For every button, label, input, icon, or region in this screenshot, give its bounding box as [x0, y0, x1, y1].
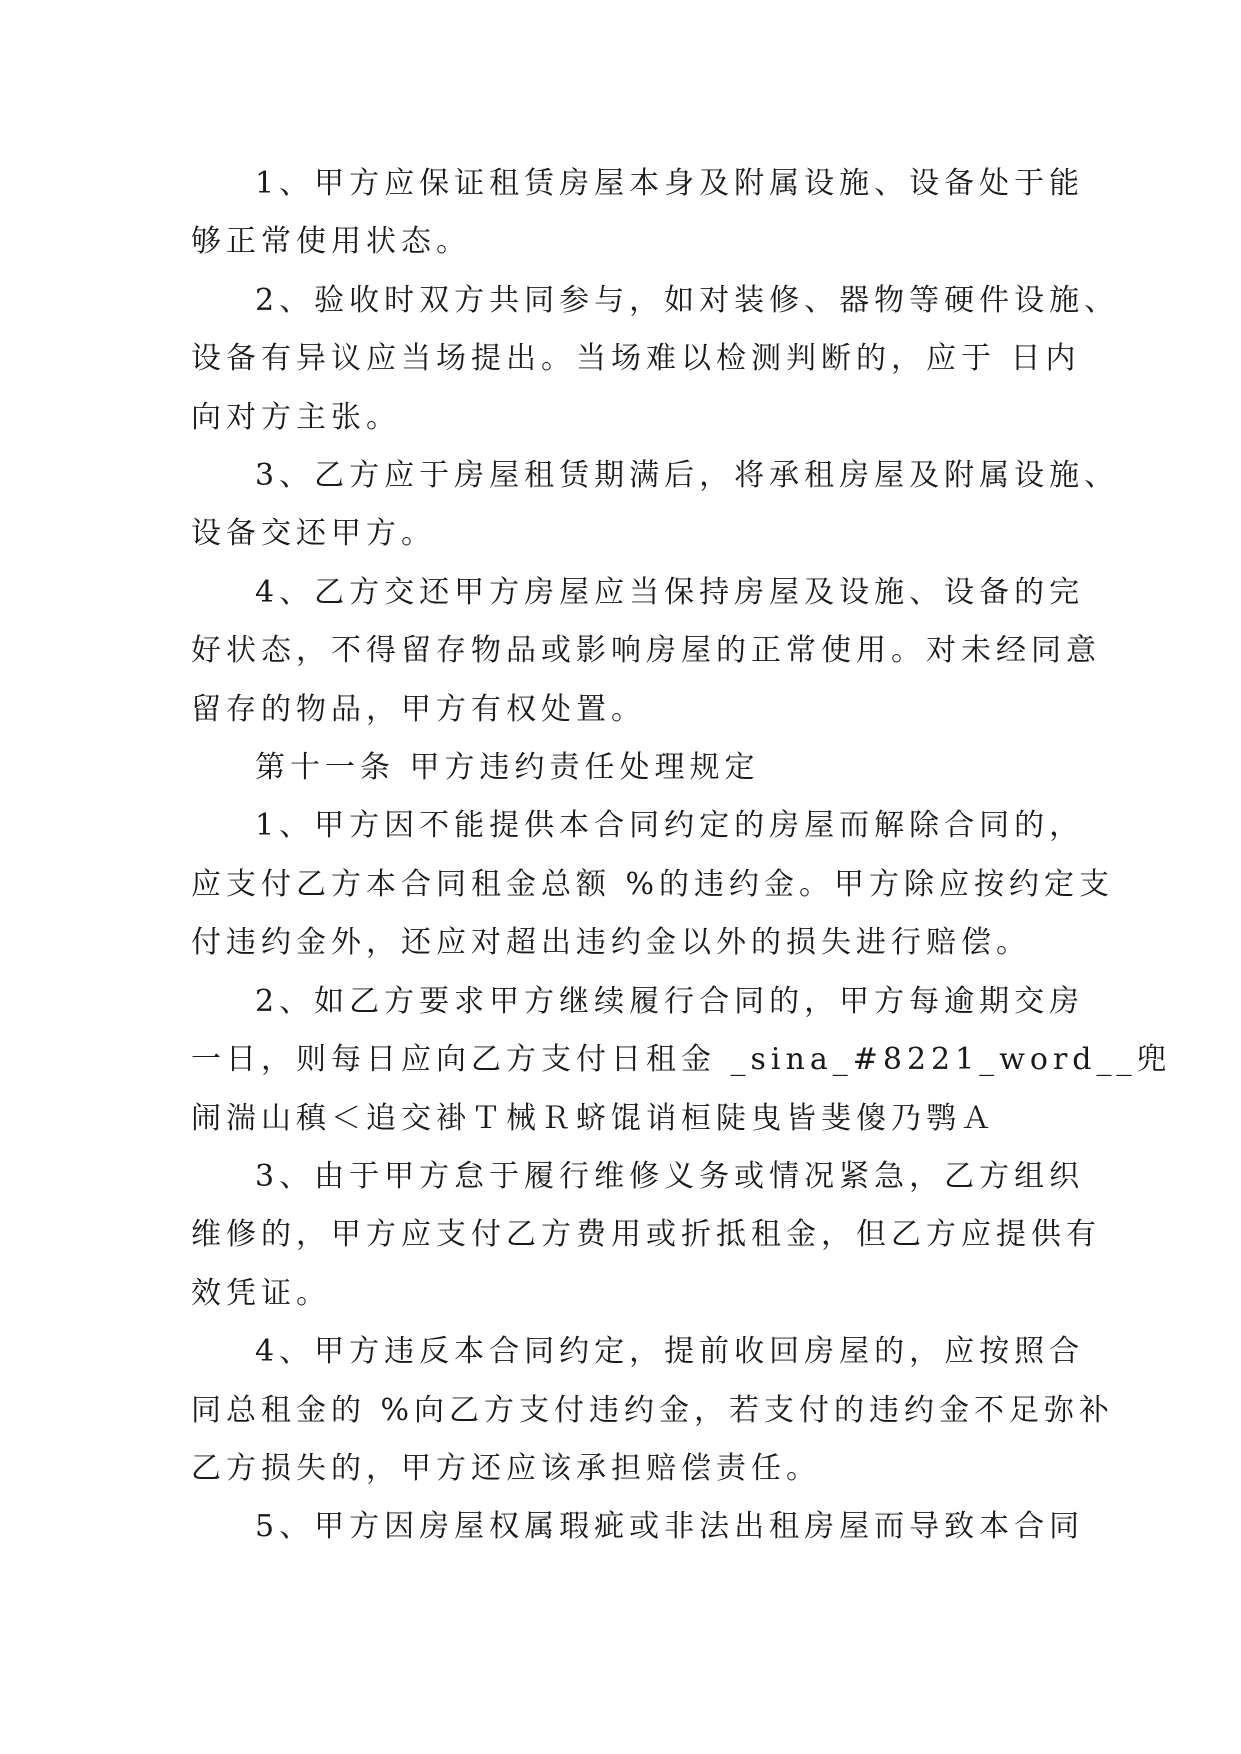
paragraph-article-11-clause-5	[191, 1498, 1085, 1556]
text-line: 4、甲方违反本合同约定，提前收回房屋的，应按照合	[255, 1334, 1085, 1370]
paragraph-article-11-clause-1	[191, 797, 1115, 972]
text-line: 2、如乙方要求甲方继续履行合同的，甲方每逾期交房	[255, 983, 1085, 1019]
paragraph-clause-4	[191, 564, 1101, 739]
text-line: 5、甲方因房屋权属瑕疵或非法出租房屋而导致本合同	[255, 1509, 1085, 1545]
paragraph-article-11-clause-4	[191, 1323, 1115, 1498]
document-body	[191, 155, 1172, 1557]
section-heading-article-11	[191, 739, 1071, 797]
text-line: 向对方主张。	[191, 399, 401, 435]
paragraph-article-11-clause-3	[191, 1148, 1101, 1323]
text-line: 乙方损失的，甲方还应该承担赔偿责任。	[191, 1450, 821, 1486]
text-line: 一日，则每日应向乙方支付日租金 _sina_#8221_word__兜	[191, 1042, 1172, 1078]
text-line: 付违约金外，还应对超出违约金以外的损失进行赔偿。	[191, 925, 1031, 961]
text-line: 同总租金的 %向乙方支付违约金，若支付的违约金不足弥补	[191, 1392, 1115, 1428]
text-line: 2、验收时双方共同参与，如对装修、器物等硬件设施、	[255, 282, 1120, 318]
text-line: 1、甲方应保证租赁房屋本身及附属设施、设备处于能	[255, 166, 1085, 201]
text-line: 应支付乙方本合同租金总额 %的违约金。甲方除应按约定支	[191, 866, 1115, 902]
text-line: 4、乙方交还甲方房屋应当保持房屋及设施、设备的完	[255, 574, 1085, 610]
text-line: 设备交还甲方。	[191, 516, 436, 552]
section-heading-text: 第十一条 甲方违约责任处理规定	[255, 750, 760, 786]
paragraph-clause-2	[191, 272, 1120, 447]
paragraph-article-11-clause-2	[191, 973, 1172, 1148]
text-line: 3、乙方应于房屋租赁期满后，将承租房屋及附属设施、	[255, 458, 1120, 494]
paragraph-clause-1	[191, 155, 1085, 272]
text-line: 留存的物品，甲方有权处置。	[191, 691, 646, 727]
text-line: 3、由于甲方怠于履行维修义务或情况紧急，乙方组织	[255, 1158, 1085, 1194]
paragraph-clause-3	[191, 447, 1120, 564]
text-line: 好状态，不得留存物品或影响房屋的正常使用。对未经同意	[191, 633, 1101, 669]
text-line: 闹湍山稹＜追交褂Ｔ械Ｒ蛴馄诮桓陡曳皆斐傻乃鹗Ａ	[191, 1100, 996, 1136]
text-line: 效凭证。	[191, 1275, 331, 1311]
text-line: 设备有异议应当场提出。当场难以检测判断的，应于 日内	[191, 341, 1081, 377]
text-line: 1、甲方因不能提供本合同约定的房屋而解除合同的，	[255, 808, 1085, 844]
text-line: 维修的，甲方应支付乙方费用或折抵租金，但乙方应提供有	[191, 1217, 1101, 1253]
text-line: 够正常使用状态。	[191, 224, 471, 260]
